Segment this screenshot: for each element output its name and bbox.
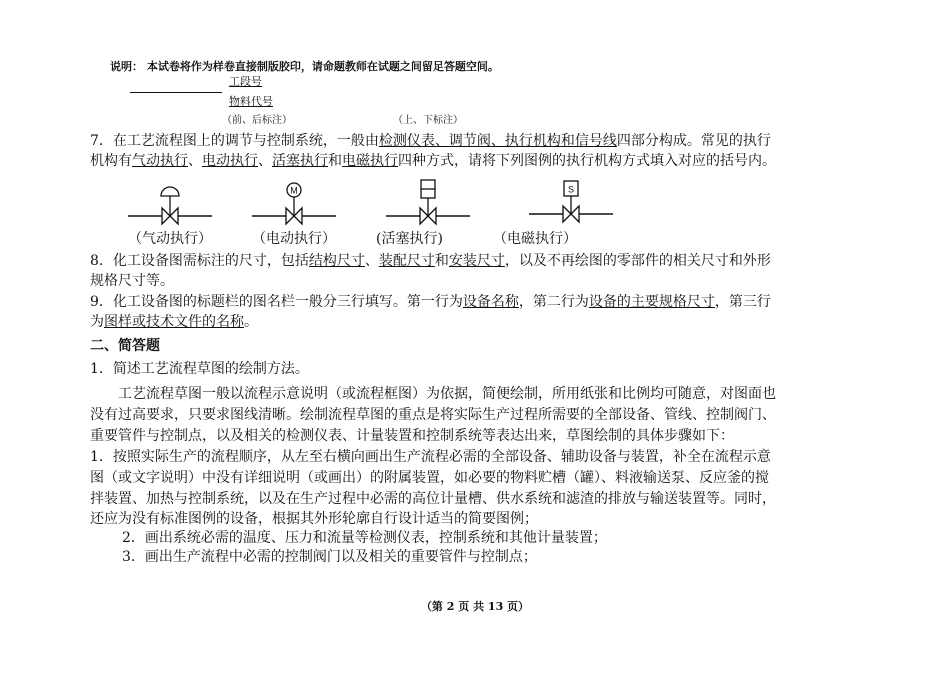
legend-line — [130, 92, 222, 93]
sa-step-1-line-2: 图（或文字说明）中没有详细说明（或画出）的附属装置，如必要的物料贮槽（罐）、料液输送泵、反应釜的搅 — [90, 470, 769, 486]
sa-step-1-line-4: 还应为没有标准图例的设备，根据其外形轮廓自行设计适当的简要图例； — [90, 511, 538, 527]
pneumatic-actuator-valve-icon — [128, 180, 212, 228]
q7-line-1: 7．在工艺流程图上的调节与控制系统，一般由检测仪表、调节阀、执行机构和信号线四部分构成。常见的执行 — [90, 133, 771, 149]
legend-label-section-no: 工段号 — [229, 75, 262, 88]
solenoid-actuator-letter: S — [567, 184, 575, 195]
q7-answer-components: 检测仪表、调节阀、执行机构和信号线 — [378, 133, 617, 149]
caption-pneumatic: （气动执行） — [128, 231, 212, 247]
q8-line-2: 规格尺寸等。 — [90, 273, 174, 289]
page-number-footer: （第 2 页 共 13 页） — [420, 600, 530, 613]
sa-paragraph-line-2: 没有过高要求，只要求图线清晰。绘制流程草图的重点是将实际生产过程所需要的全部设备、管线、控制阀门、 — [90, 407, 776, 423]
instruction-note: 说明： 本试卷将作为样卷直接制版胶印，请命题教师在试题之间留足答题空间。 — [110, 60, 499, 73]
sa-question-1: 1．简述工艺流程草图的绘制方法。 — [90, 361, 309, 377]
q9-line-2: 为图样或技术文件的名称。 — [90, 314, 258, 330]
electric-actuator-valve-icon — [252, 180, 336, 228]
q8-answer-installation: 安装尺寸 — [448, 253, 505, 269]
electric-actuator-letter: M — [290, 185, 298, 196]
piston-actuator-valve-icon — [386, 178, 470, 228]
legend-annotation-top-bottom: （上、下标注） — [393, 115, 463, 126]
solenoid-actuator-valve-icon — [529, 178, 613, 226]
section-heading-short-answer: 二、简答题 — [90, 338, 160, 354]
q9-answer-equipment-name: 设备名称 — [462, 294, 519, 310]
q9-answer-main-spec: 设备的主要规格尺寸 — [588, 294, 715, 310]
q8-answer-assembly: 装配尺寸 — [378, 253, 435, 269]
legend-annotation-front-back: （前、后标注） — [222, 115, 292, 126]
q7-answer-pneumatic: 气动执行 — [132, 153, 188, 169]
q7-answer-solenoid: 电磁执行 — [342, 153, 398, 169]
caption-piston: (活塞执行) — [376, 231, 443, 247]
q9-line-1: 9．化工设备图的标题栏的图名栏一般分三行填写。第一行为设备名称，第二行为设备的主要规格尺寸，第三行 — [90, 294, 771, 310]
q7-answer-piston: 活塞执行 — [272, 153, 328, 169]
sa-paragraph-line-3: 重要管件与控制点，以及相关的检测仪表、计量装置和控制系统等表达出来，草图绘制的具体步骤如下： — [90, 428, 734, 444]
legend-label-material-code: 物料代号 — [229, 95, 273, 108]
q9-answer-drawing-name: 图样或技术文件的名称 — [104, 314, 244, 330]
caption-solenoid: （电磁执行） — [493, 231, 577, 247]
caption-electric: （电动执行） — [252, 231, 336, 247]
sa-step-1-line-1: 1．按照实际生产的流程顺序，从左至右横向画出生产流程必需的全部设备、辅助设备与装置，补全在流程示意 — [90, 449, 771, 465]
q7-line-2: 机构有气动执行、电动执行、活塞执行和电磁执行四种方式，请将下列图例的执行机构方式填入对应的括号内。 — [90, 153, 776, 169]
q7-answer-electric: 电动执行 — [202, 153, 258, 169]
sa-step-2: 2．画出系统必需的温度、压力和流量等检测仪表，控制系统和其他计量装置； — [122, 530, 607, 546]
sa-step-1-line-3: 拌装置、加热与控制系统，以及在生产过程中必需的高位计量槽、供水系统和滤渣的排放与输送装置等。同时， — [90, 491, 776, 507]
sa-paragraph-line-1: 工艺流程草图一般以流程示意说明（或流程框图）为依据，简便绘制，所用纸张和比例均可随意，对图面也 — [118, 386, 776, 402]
sa-step-3: 3．画出生产流程中必需的控制阀门以及相关的重要管件与控制点； — [122, 549, 537, 565]
q8-answer-structure: 结构尺寸 — [308, 253, 365, 269]
q8-line-1: 8．化工设备图需标注的尺寸，包括结构尺寸、装配尺寸和安装尺寸，以及不再绘图的零部件的相关尺寸和外形 — [90, 253, 771, 269]
